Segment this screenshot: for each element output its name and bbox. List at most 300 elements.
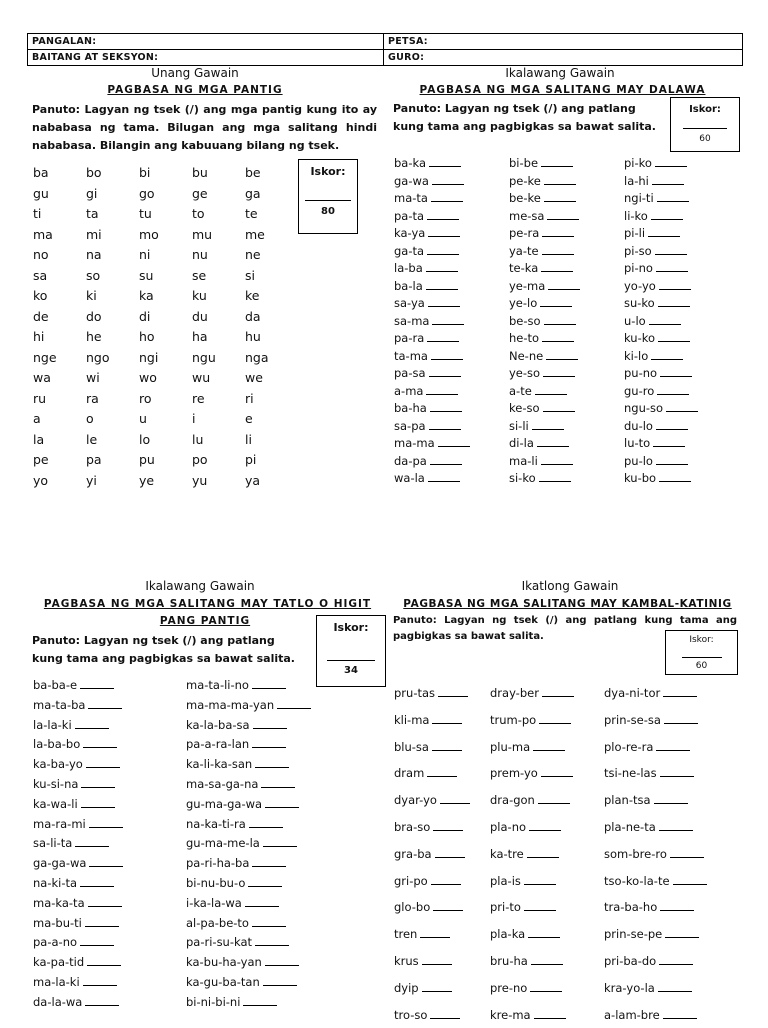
syllable: pu: [139, 452, 155, 467]
word-text: bi-ni-bi-ni: [186, 994, 241, 1009]
word-text: ka-li-ka-san: [186, 757, 253, 772]
act4-score-line: [682, 645, 722, 658]
act3-subtitle-line1: PAGBASA NG MGA SALITANG MAY TATLO O HIGIT: [43, 598, 372, 610]
answer-blank[interactable]: [263, 837, 297, 847]
answer-blank[interactable]: [653, 437, 685, 447]
answer-blank[interactable]: [663, 1009, 697, 1019]
answer-blank[interactable]: [432, 741, 462, 751]
syllable: da: [245, 308, 261, 324]
answer-blank[interactable]: [659, 280, 691, 290]
syllable: ngo: [86, 349, 110, 365]
answer-blank[interactable]: [539, 472, 571, 482]
answer-blank[interactable]: [429, 420, 461, 430]
word-text: krus: [394, 953, 419, 968]
word-item: [33, 953, 123, 973]
answer-blank[interactable]: [83, 976, 117, 986]
answer-blank[interactable]: [422, 955, 452, 965]
word-item: [394, 453, 470, 471]
word-item: [394, 975, 470, 1002]
word-text: ka-wa-li: [33, 796, 78, 811]
answer-blank[interactable]: [654, 794, 688, 804]
word-text: ka-tre: [490, 846, 524, 861]
word-text: pla-ka: [490, 927, 526, 942]
word-text: plan-tsa: [604, 793, 651, 808]
answer-blank[interactable]: [427, 767, 457, 777]
word-item: [604, 868, 707, 895]
word-text: ga-ta: [394, 243, 425, 258]
answer-blank[interactable]: [660, 901, 694, 911]
answer-blank[interactable]: [539, 714, 571, 724]
answer-blank[interactable]: [655, 157, 687, 167]
word-text: ka-ba-yo: [33, 757, 83, 772]
word-text: te-ka: [509, 261, 539, 275]
word-text: li-ko: [624, 208, 648, 223]
word-item: [509, 435, 580, 453]
answer-blank[interactable]: [537, 437, 569, 447]
answer-blank[interactable]: [546, 350, 578, 360]
word-text: ma-ma-ma-yan: [186, 697, 275, 712]
answer-blank[interactable]: [427, 332, 459, 342]
answer-blank[interactable]: [656, 741, 690, 751]
answer-blank[interactable]: [524, 875, 556, 885]
answer-blank[interactable]: [435, 848, 465, 858]
word-item: [186, 933, 311, 953]
answer-blank[interactable]: [429, 157, 461, 167]
word-text: ga-wa: [394, 173, 429, 188]
answer-blank[interactable]: [245, 897, 279, 907]
answer-blank[interactable]: [651, 210, 683, 220]
answer-blank[interactable]: [542, 245, 574, 255]
answer-blank[interactable]: [432, 175, 464, 185]
syllable: nge: [33, 349, 57, 365]
word-text: gu-ro: [624, 383, 655, 398]
answer-blank[interactable]: [431, 875, 461, 885]
answer-blank[interactable]: [438, 437, 470, 447]
answer-blank[interactable]: [656, 420, 688, 430]
word-item: [509, 190, 580, 208]
word-item: [33, 755, 123, 775]
answer-blank[interactable]: [664, 714, 698, 724]
answer-blank[interactable]: [438, 687, 468, 697]
answer-blank[interactable]: [530, 982, 562, 992]
word-text: ba-ba-e: [33, 678, 78, 692]
word-text: pri-ba-do: [604, 953, 657, 968]
answer-blank[interactable]: [532, 420, 564, 430]
word-item: [394, 295, 470, 313]
syllable: ku: [192, 288, 207, 303]
answer-blank[interactable]: [243, 996, 277, 1006]
answer-blank[interactable]: [538, 794, 570, 804]
word-item: [186, 973, 311, 993]
word-text: glo-bo: [394, 900, 431, 915]
answer-blank[interactable]: [544, 192, 576, 202]
answer-blank[interactable]: [253, 719, 287, 729]
act1-score-line: [305, 178, 351, 201]
word-item: [604, 787, 707, 814]
answer-blank[interactable]: [541, 767, 573, 777]
word-item: [33, 795, 123, 815]
word-item: [490, 680, 574, 707]
word-text: prem-yo: [490, 766, 538, 781]
answer-blank[interactable]: [528, 928, 560, 938]
word-item: [604, 814, 707, 841]
answer-blank[interactable]: [658, 297, 690, 307]
answer-blank[interactable]: [255, 936, 289, 946]
answer-blank[interactable]: [660, 367, 692, 377]
answer-blank[interactable]: [657, 385, 689, 395]
syllable: ni: [139, 247, 151, 262]
word-text: ye-lo: [509, 296, 538, 310]
word-item: [490, 787, 574, 814]
word-item: [624, 208, 698, 226]
act4-column-2: [490, 680, 574, 1028]
syllable: ho: [139, 329, 155, 344]
word-item: [186, 874, 311, 894]
answer-blank[interactable]: [255, 758, 289, 768]
answer-blank[interactable]: [659, 955, 693, 965]
syllable: mo: [139, 226, 159, 242]
word-item: [604, 760, 707, 787]
word-item: [624, 383, 698, 401]
syllable: o: [86, 411, 94, 426]
syllable: li: [245, 431, 252, 447]
word-item: [604, 707, 707, 734]
syllable: ta: [86, 206, 99, 221]
word-item: [186, 854, 311, 874]
answer-blank[interactable]: [670, 848, 704, 858]
word-item: [33, 735, 123, 755]
word-item: [33, 874, 123, 894]
word-text: dra-gon: [490, 793, 535, 808]
act2-title: Ikalawang Gawain: [505, 66, 615, 80]
word-text: pe-ke: [509, 173, 541, 188]
answer-blank[interactable]: [89, 857, 123, 867]
answer-blank[interactable]: [252, 679, 286, 689]
word-item: [394, 868, 470, 895]
word-text: he-to: [509, 331, 540, 345]
answer-blank[interactable]: [527, 848, 559, 858]
word-item: [509, 470, 580, 488]
word-item: [490, 841, 574, 868]
word-text: ngi-ti: [624, 191, 654, 205]
answer-blank[interactable]: [547, 210, 579, 220]
word-item: [624, 453, 698, 471]
word-item: [624, 295, 698, 313]
header-table: [27, 33, 743, 66]
answer-blank[interactable]: [534, 1009, 566, 1019]
word-item: [394, 921, 470, 948]
syllable: bu: [192, 165, 208, 180]
answer-blank[interactable]: [659, 472, 691, 482]
answer-blank[interactable]: [430, 455, 462, 465]
answer-blank[interactable]: [533, 741, 565, 751]
word-text: pu-lo: [624, 453, 653, 468]
word-item: [186, 775, 311, 795]
answer-blank[interactable]: [433, 821, 463, 831]
act2-subtitle: PAGBASA NG MGA SALITANG MAY DALAWA: [419, 84, 706, 96]
word-text: pi-li: [624, 226, 646, 240]
word-item: [624, 190, 698, 208]
word-item: [624, 470, 698, 488]
syllable: be: [245, 165, 261, 180]
syllable: gu: [33, 185, 49, 201]
answer-blank[interactable]: [544, 175, 576, 185]
word-text: ma-sa-ga-na: [186, 776, 259, 791]
act4-score-value: 60: [695, 661, 708, 671]
answer-blank[interactable]: [541, 262, 573, 272]
word-item: [394, 260, 470, 278]
word-item: [509, 260, 580, 278]
answer-blank[interactable]: [542, 227, 574, 237]
answer-blank[interactable]: [86, 758, 120, 768]
answer-blank[interactable]: [81, 778, 115, 788]
word-item: [509, 155, 580, 173]
answer-blank[interactable]: [652, 175, 684, 185]
syllable: ki: [86, 288, 97, 303]
answer-blank[interactable]: [427, 245, 459, 255]
answer-blank[interactable]: [656, 455, 688, 465]
act2-score-line: [683, 115, 727, 129]
word-item: [604, 841, 707, 868]
answer-blank[interactable]: [666, 402, 698, 412]
answer-blank[interactable]: [426, 262, 458, 272]
answer-blank[interactable]: [648, 227, 680, 237]
answer-blank[interactable]: [263, 976, 297, 986]
syllable: ngu: [192, 349, 216, 365]
word-text: yo-yo: [624, 278, 656, 293]
answer-blank[interactable]: [524, 901, 556, 911]
answer-blank[interactable]: [277, 699, 311, 709]
answer-blank[interactable]: [540, 297, 572, 307]
word-text: na-ka-ti-ra: [186, 816, 246, 831]
word-text: sa-ma: [394, 313, 430, 328]
syllable: po: [192, 452, 208, 467]
word-item: [186, 894, 311, 914]
word-item: [509, 418, 580, 436]
word-text: be-ke: [509, 191, 541, 205]
answer-blank[interactable]: [88, 897, 122, 907]
answer-blank[interactable]: [440, 794, 470, 804]
word-item: [624, 330, 698, 348]
word-text: pre-no: [490, 980, 528, 995]
answer-blank[interactable]: [542, 687, 574, 697]
word-text: pu-no: [624, 366, 658, 380]
word-text: da-la-wa: [33, 994, 83, 1009]
answer-blank[interactable]: [252, 738, 286, 748]
word-item: [624, 348, 698, 366]
syllable: he: [86, 329, 102, 344]
answer-blank[interactable]: [87, 956, 121, 966]
syllable: nu: [192, 247, 208, 262]
word-item: [490, 975, 574, 1002]
answer-blank[interactable]: [89, 818, 123, 828]
syllable: na: [86, 247, 102, 262]
syllable: wo: [139, 370, 157, 385]
answer-blank[interactable]: [651, 350, 683, 360]
answer-blank[interactable]: [544, 315, 576, 325]
word-text: su-ko: [624, 296, 655, 310]
answer-blank[interactable]: [433, 901, 463, 911]
word-text: gu-ma-me-la: [186, 836, 260, 851]
answer-blank[interactable]: [432, 315, 464, 325]
answer-blank[interactable]: [427, 210, 459, 220]
word-item: [490, 707, 574, 734]
answer-blank[interactable]: [83, 738, 117, 748]
answer-blank[interactable]: [265, 956, 299, 966]
answer-blank[interactable]: [541, 157, 573, 167]
act3-title: Ikalawang Gawain: [145, 579, 255, 593]
syllable: pa: [86, 452, 102, 467]
answer-blank[interactable]: [659, 821, 693, 831]
answer-blank[interactable]: [431, 192, 463, 202]
word-item: [604, 680, 707, 707]
word-item: [33, 716, 123, 736]
word-text: a-ma: [394, 383, 424, 398]
answer-blank[interactable]: [665, 928, 699, 938]
syllable: ti: [33, 206, 42, 221]
syllable: di: [139, 308, 151, 324]
word-item: [394, 734, 470, 761]
answer-blank[interactable]: [248, 877, 282, 887]
syllable: su: [139, 267, 154, 283]
word-item: [604, 894, 707, 921]
answer-blank[interactable]: [430, 402, 462, 412]
word-text: prin-se-pe: [604, 927, 663, 942]
syllable: re: [192, 390, 205, 406]
answer-blank[interactable]: [261, 778, 295, 788]
answer-blank[interactable]: [428, 227, 460, 237]
answer-blank[interactable]: [529, 821, 561, 831]
answer-blank[interactable]: [531, 955, 563, 965]
syllable: me: [245, 226, 265, 242]
word-item: [33, 834, 123, 854]
answer-blank[interactable]: [252, 917, 286, 927]
act3-score-line: [327, 634, 375, 661]
answer-blank[interactable]: [75, 837, 109, 847]
act1-subtitle: PAGBASA NG MGA PANTIG: [107, 84, 283, 96]
answer-blank[interactable]: [81, 798, 115, 808]
answer-blank[interactable]: [660, 767, 694, 777]
answer-blank[interactable]: [422, 982, 452, 992]
answer-blank[interactable]: [541, 455, 573, 465]
act4-column-1: [394, 680, 470, 1028]
word-text: i-ka-la-wa: [186, 895, 242, 910]
word-text: gu-ma-ga-wa: [186, 796, 263, 811]
answer-blank[interactable]: [655, 245, 687, 255]
word-item: [490, 868, 574, 895]
word-item: [509, 208, 580, 226]
answer-blank[interactable]: [542, 332, 574, 342]
answer-blank[interactable]: [432, 714, 462, 724]
answer-blank[interactable]: [656, 262, 688, 272]
word-text: bru-ha: [490, 953, 528, 968]
answer-blank[interactable]: [649, 315, 681, 325]
word-item: [394, 680, 470, 707]
word-text: la-ba-bo: [33, 737, 81, 752]
word-text: ba-la: [394, 278, 423, 293]
answer-blank[interactable]: [420, 928, 450, 938]
answer-blank[interactable]: [543, 402, 575, 412]
syllable: yu: [192, 472, 208, 488]
answer-blank[interactable]: [658, 982, 692, 992]
syllable: hi: [33, 329, 45, 344]
answer-blank[interactable]: [663, 687, 697, 697]
act2-column-2: [509, 155, 580, 488]
answer-blank[interactable]: [426, 385, 458, 395]
syllable: u: [139, 411, 147, 426]
word-text: ye-so: [509, 366, 541, 380]
syllable: to: [192, 206, 205, 221]
word-item: [624, 365, 698, 383]
act4-subtitle: PAGBASA NG MGA SALITANG MAY KAMBAL-KATINIG: [403, 598, 732, 610]
syllable: ya: [245, 472, 261, 488]
act4-column-3: [604, 680, 707, 1028]
answer-blank[interactable]: [428, 472, 460, 482]
answer-blank[interactable]: [429, 367, 461, 377]
word-text: ma-ta: [394, 191, 428, 205]
answer-blank[interactable]: [80, 679, 114, 689]
syllable: yo: [33, 472, 49, 488]
word-text: kra-yo-la: [604, 980, 655, 995]
answer-blank[interactable]: [80, 936, 114, 946]
word-item: [509, 330, 580, 348]
answer-blank[interactable]: [548, 280, 580, 290]
answer-blank[interactable]: [85, 996, 119, 1006]
answer-blank[interactable]: [252, 857, 286, 867]
word-item: [509, 278, 580, 296]
word-text: gri-po: [394, 873, 428, 888]
word-item: [509, 400, 580, 418]
act1-score-value: 80: [321, 206, 335, 217]
word-item: [33, 914, 123, 934]
answer-blank[interactable]: [75, 719, 109, 729]
answer-blank[interactable]: [535, 385, 567, 395]
answer-blank[interactable]: [431, 350, 463, 360]
syllable: a: [33, 411, 41, 426]
word-item: [509, 453, 580, 471]
word-item: [509, 243, 580, 261]
answer-blank[interactable]: [673, 875, 707, 885]
act2-score-value: 60: [699, 134, 711, 144]
word-item: [186, 755, 311, 775]
word-text: pru-tas: [394, 686, 436, 700]
answer-blank[interactable]: [657, 192, 689, 202]
answer-blank[interactable]: [428, 297, 460, 307]
word-item: [490, 921, 574, 948]
word-text: dray-ber: [490, 686, 539, 700]
word-text: ku-bo: [624, 471, 657, 485]
answer-blank[interactable]: [543, 367, 575, 377]
answer-blank[interactable]: [430, 1009, 460, 1019]
word-text: be-so: [509, 313, 541, 328]
answer-blank[interactable]: [88, 699, 122, 709]
answer-blank[interactable]: [658, 332, 690, 342]
act3-subtitle-line2: PANG PANTIG: [159, 615, 251, 627]
word-item: [394, 760, 470, 787]
word-item: [186, 834, 311, 854]
answer-blank[interactable]: [249, 818, 283, 828]
syllable: gi: [86, 185, 98, 201]
word-item: [509, 173, 580, 191]
answer-blank[interactable]: [85, 917, 119, 927]
answer-blank[interactable]: [265, 798, 299, 808]
word-text: sa-li-ta: [33, 836, 73, 851]
syllable: i: [192, 411, 196, 426]
word-text: ka-la-ba-sa: [186, 717, 250, 732]
word-text: ba-ha: [394, 401, 427, 415]
answer-blank[interactable]: [80, 877, 114, 887]
answer-blank[interactable]: [426, 280, 458, 290]
